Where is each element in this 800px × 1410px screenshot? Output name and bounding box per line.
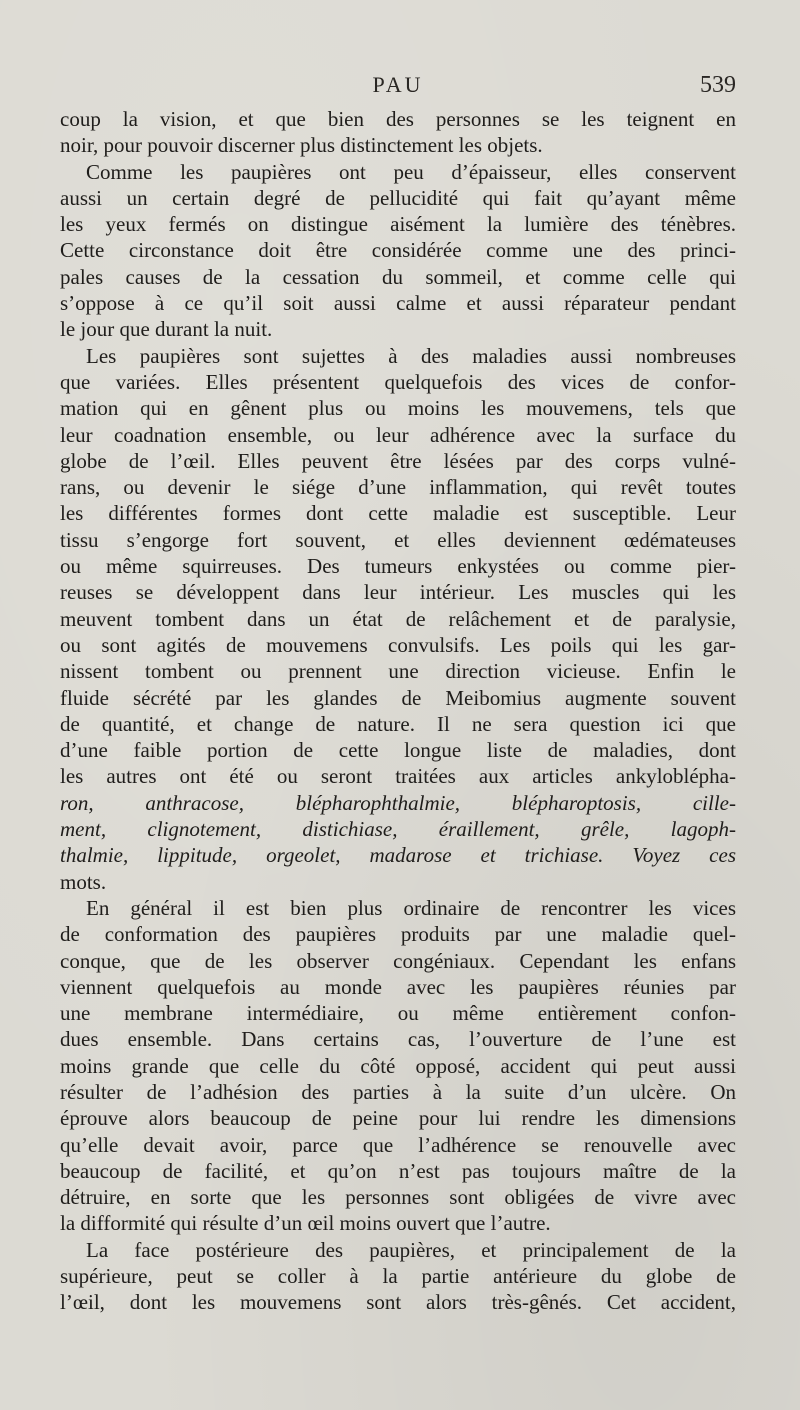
text-line: les yeux fermés on distingue aisément la lumière des ténèbres. (60, 212, 736, 237)
text-line: de quantité, et change de nature. Il ne sera question ici que (60, 711, 736, 736)
text-line: aussi un certain degré de pellucidité qui fait qu’ayant même (60, 185, 736, 210)
text-line: une membrane intermédiaire, ou même entièrement confon- (60, 1001, 736, 1026)
text-line: s’oppose à ce qu’il soit aussi calme et aussi réparateur pendant (60, 291, 736, 316)
text-line: que variées. Elles présentent quelquefois des vices de confor- (60, 369, 736, 394)
text-line: dues ensemble. Dans certains cas, l’ouverture de l’une est (60, 1027, 736, 1052)
paragraph-start-line: La face postérieure des paupières, et principalement de la (86, 1237, 736, 1262)
text-line-italic: ment, clignotement, distichiase, éraillement, grêle, lagoph- (60, 817, 736, 842)
page-number: 539 (700, 72, 736, 98)
text-line: mots. (60, 869, 107, 894)
page-header (60, 72, 736, 106)
text-line: de conformation des paupières produits par une maladie quel- (60, 922, 736, 947)
text-line: d’une faible portion de cette longue liste de maladies, dont (60, 738, 736, 763)
text-line: ou même squirreuses. Des tumeurs enkystées ou comme pier- (60, 554, 736, 579)
body-text (60, 106, 736, 1316)
text-line: ou sont agités de mouvemens convulsifs. Les poils qui les gar- (60, 632, 736, 657)
text-line: Cette circonstance doit être considérée comme une des princi- (60, 238, 736, 263)
text-line: viennent quelquefois au monde avec les paupières réunies par (60, 974, 736, 999)
text-line: noir, pour pouvoir discerner plus distinctement les objets. (60, 133, 543, 158)
text-line: tissu s’engorge fort souvent, et elles deviennent œdémateuses (60, 527, 736, 552)
text-line: globe de l’œil. Elles peuvent être lésées par des corps vulné- (60, 448, 736, 473)
paragraph-start-line: Les paupières sont sujettes à des maladies aussi nombreuses (86, 343, 736, 368)
text-line: les différentes formes dont cette maladie est susceptible. Leur (60, 501, 736, 526)
text-line: conque, que de les observer congéniaux. Cependant les enfans (60, 948, 736, 973)
text-line: le jour que durant la nuit. (60, 317, 273, 342)
text-line: les autres ont été ou seront traitées aux articles ankyloblépha- (60, 764, 736, 789)
text-line: la difformité qui résulte d’un œil moins ouvert que l’autre. (60, 1211, 551, 1236)
text-line: meuvent tombent dans un état de relâchement et de paralysie, (60, 606, 736, 631)
paragraph-start-line: Comme les paupières ont peu d’épaisseur, elles conservent (86, 159, 736, 184)
text-line-italic: ron, anthracose, blépharophthalmie, blépharoptosis, cille- (60, 790, 736, 815)
text-line: moins grande que celle du côté opposé, accident qui peut aussi (60, 1053, 736, 1078)
text-line-italic: thalmie, lippitude, orgeolet, madarose et trichiase. Voyez ces (60, 843, 736, 868)
text-line: l’œil, dont les mouvemens sont alors très-gênés. Cet accident, (60, 1290, 736, 1315)
text-line: fluide sécrété par les glandes de Meibomius augmente souvent (60, 685, 736, 710)
text-line: détruire, en sorte que les personnes sont obligées de vivre avec (60, 1185, 736, 1210)
paragraph-start-line: En général il est bien plus ordinaire de rencontrer les vices (86, 895, 736, 920)
text-line: pales causes de la cessation du sommeil, et comme celle qui (60, 264, 736, 289)
text-line: mation qui en gênent plus ou moins les mouvemens, tels que (60, 396, 736, 421)
text-line: qu’elle devait avoir, parce que l’adhérence se renouvelle avec (60, 1132, 736, 1157)
text-line: résulter de l’adhésion des parties à la suite d’un ulcère. On (60, 1079, 736, 1104)
text-line: supérieure, peut se coller à la partie antérieure du globe de (60, 1264, 736, 1289)
text-line: beaucoup de facilité, et qu’on n’est pas toujours maître de la (60, 1158, 736, 1183)
text-line: éprouve alors beaucoup de peine pour lui rendre les dimensions (60, 1106, 736, 1131)
text-line: nissent tombent ou prennent une direction vicieuse. Enfin le (60, 659, 736, 684)
text-line: reuses se développent dans leur intérieur. Les muscles qui les (60, 580, 736, 605)
text-line: coup la vision, et que bien des personnes se les teignent en (60, 107, 736, 131)
running-head: PAU (372, 72, 424, 97)
text-line: rans, ou devenir le siége d’une inflammation, qui revêt toutes (60, 475, 736, 500)
text-line: leur coadnation ensemble, ou leur adhérence avec la surface du (60, 422, 736, 447)
